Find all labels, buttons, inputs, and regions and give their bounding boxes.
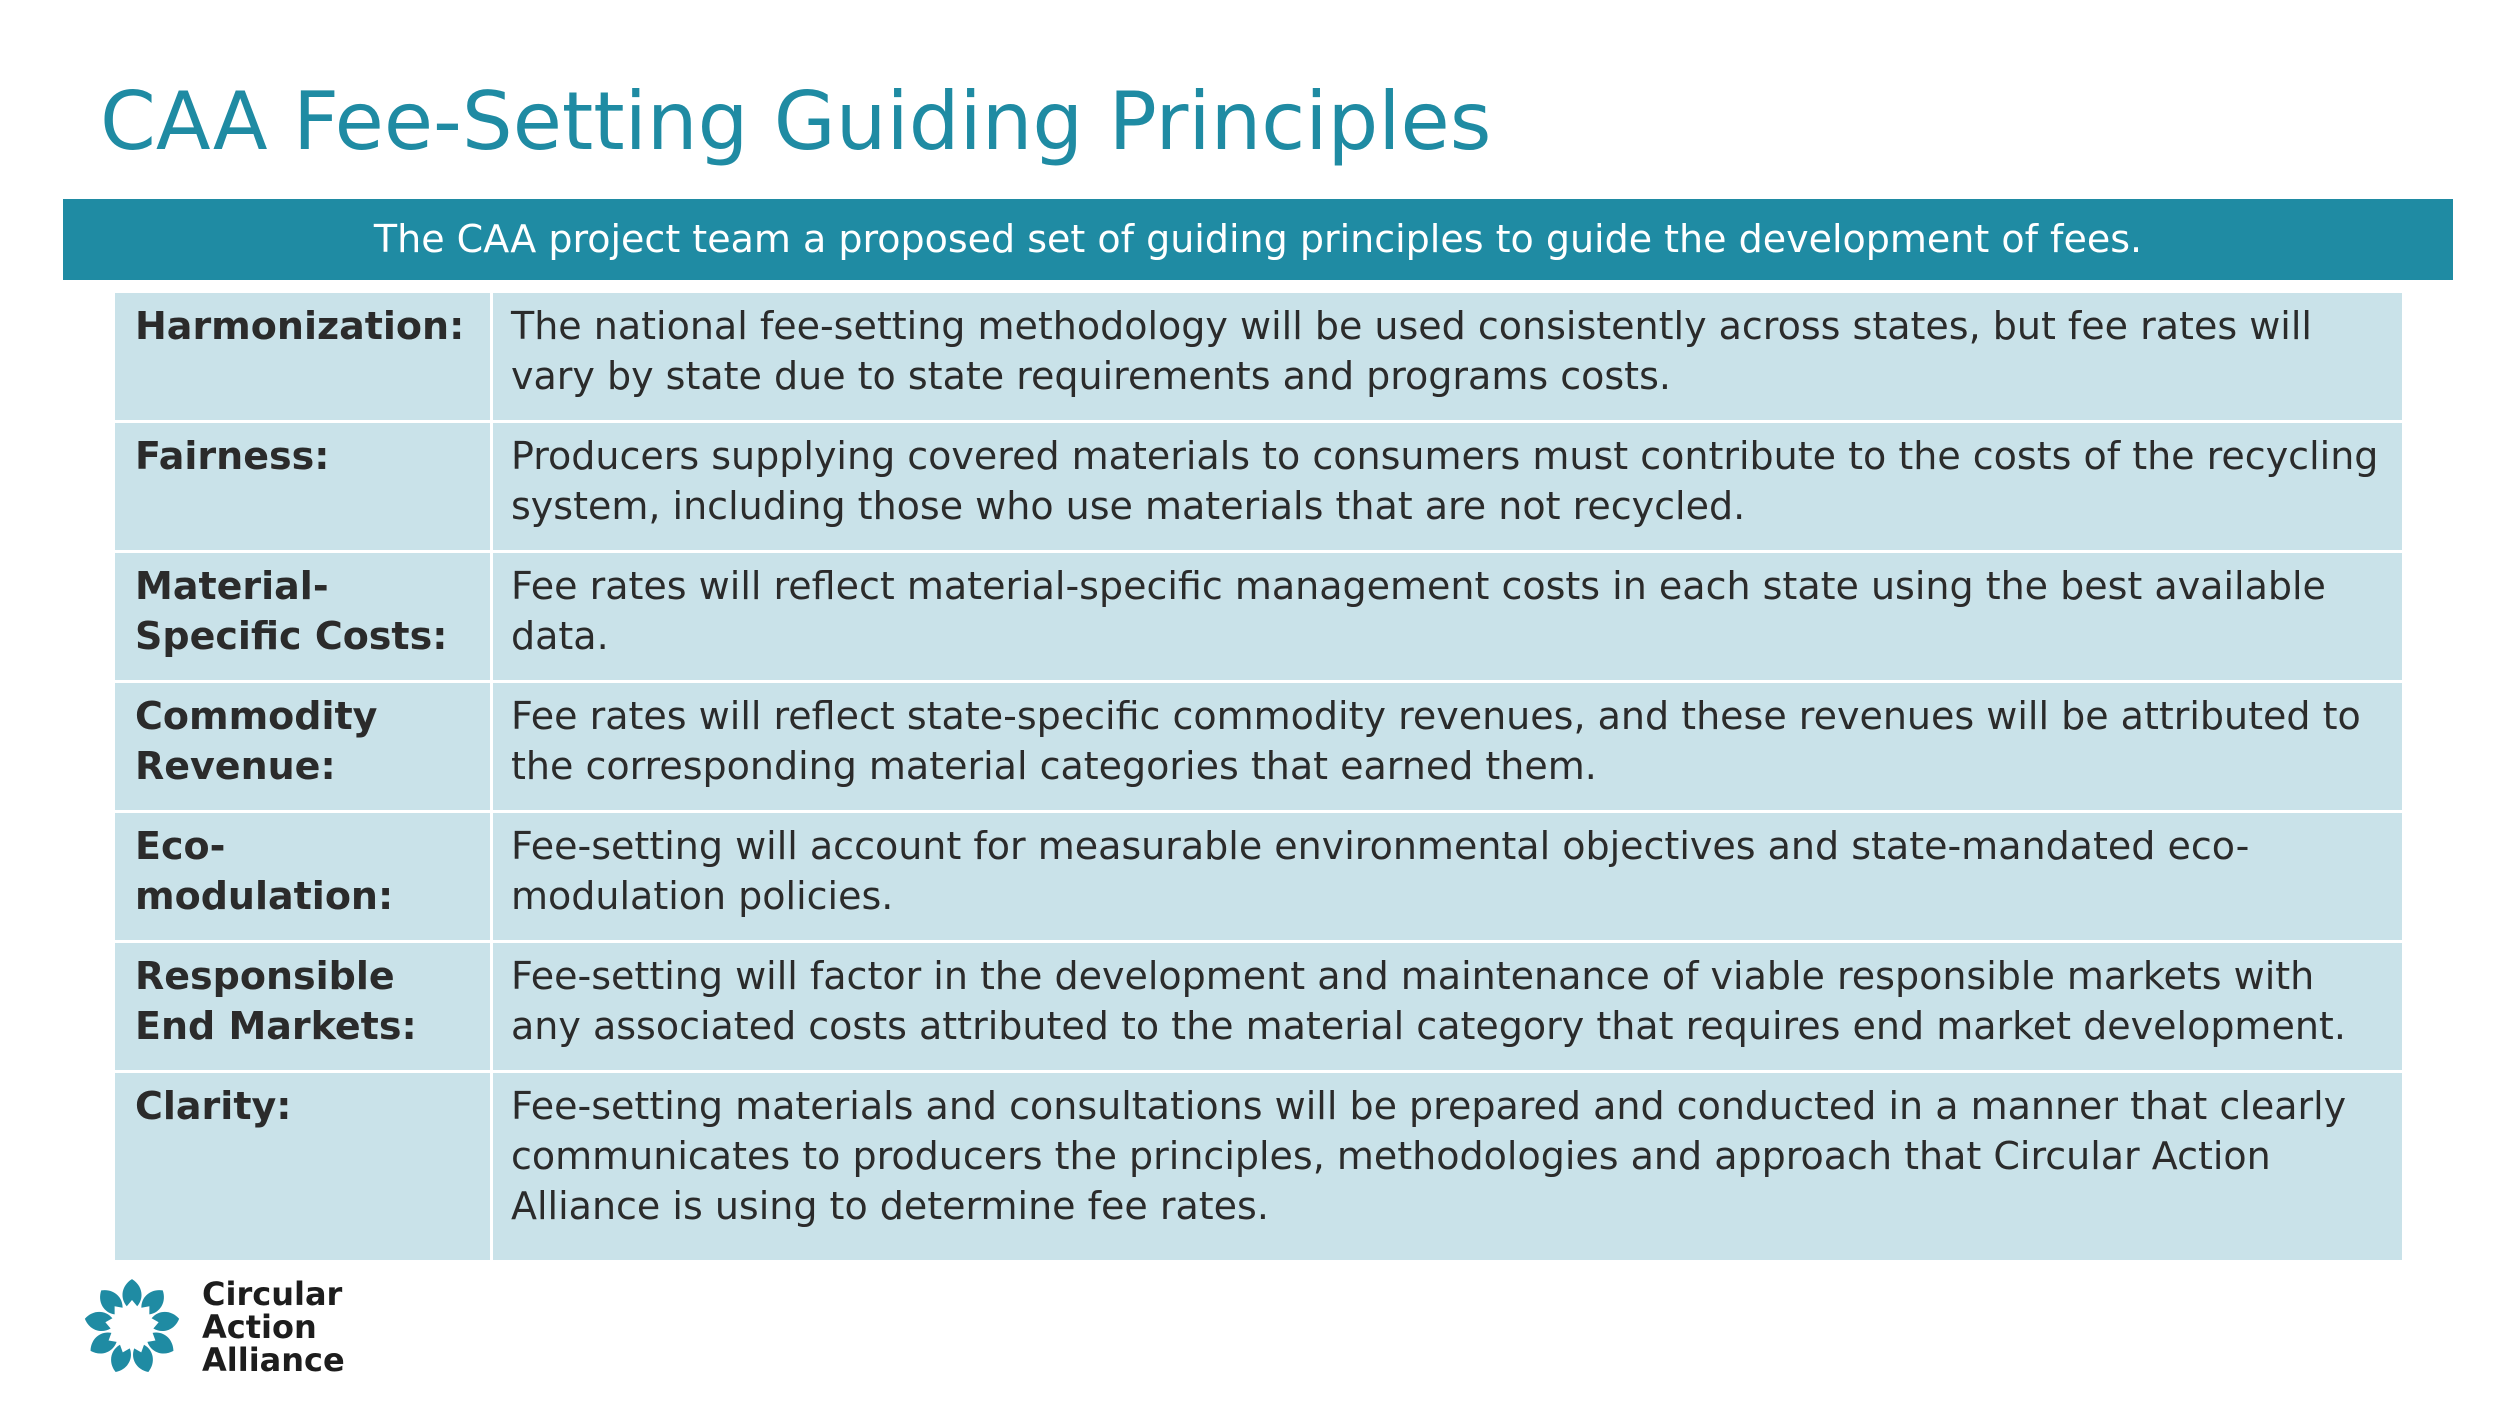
table-row (114, 422, 2404, 552)
principle-term: Material-Specific Costs: (114, 552, 492, 682)
circular-burst-icon (80, 1275, 184, 1379)
table-row (114, 1072, 2404, 1262)
table-row (114, 812, 2404, 942)
principle-description: Fee-setting will factor in the development and maintenance of viable responsible markets with any associated costs attributed to the material category that requires end market development. (492, 942, 2404, 1072)
caa-logo (80, 1275, 345, 1379)
intro-banner: The CAA project team a proposed set of guiding principles to guide the development of fees. (63, 199, 2453, 280)
principle-term: Commodity Revenue: (114, 682, 492, 812)
table-row (114, 942, 2404, 1072)
principle-term: Eco-modulation: (114, 812, 492, 942)
principle-description: Fee-setting will account for measurable environmental objectives and state-mandated eco-modulation policies. (492, 812, 2404, 942)
principle-description: Fee-setting materials and consultations will be prepared and conducted in a manner that clearly communicates to producers the principles, methodologies and approach that Circular Action Alliance is using to determine fee rates. (492, 1072, 2404, 1262)
table-row (114, 292, 2404, 422)
principle-description: Producers supplying covered materials to consumers must contribute to the costs of the recycling system, including those who use materials that are not recycled. (492, 422, 2404, 552)
principle-term: Harmonization: (114, 292, 492, 422)
principles-table (112, 290, 2405, 1263)
logo-line: Alliance (202, 1340, 345, 1379)
table-row (114, 682, 2404, 812)
principle-description: Fee rates will reflect material-specific management costs in each state using the best available data. (492, 552, 2404, 682)
principle-description: Fee rates will reflect state-specific commodity revenues, and these revenues will be attributed to the corresponding material categories that earned them. (492, 682, 2404, 812)
logo-line: Circular (202, 1274, 343, 1313)
logo-line: Action (202, 1307, 317, 1346)
principle-term: Fairness: (114, 422, 492, 552)
principle-term: Clarity: (114, 1072, 492, 1262)
principle-term: Responsible End Markets: (114, 942, 492, 1072)
logo-wordmark (202, 1274, 345, 1379)
table-row (114, 552, 2404, 682)
slide-title: CAA Fee-Setting Guiding Principles (100, 75, 1492, 168)
principle-description: The national fee-setting methodology will be used consistently across states, but fee rates will vary by state due to state requirements and programs costs. (492, 292, 2404, 422)
